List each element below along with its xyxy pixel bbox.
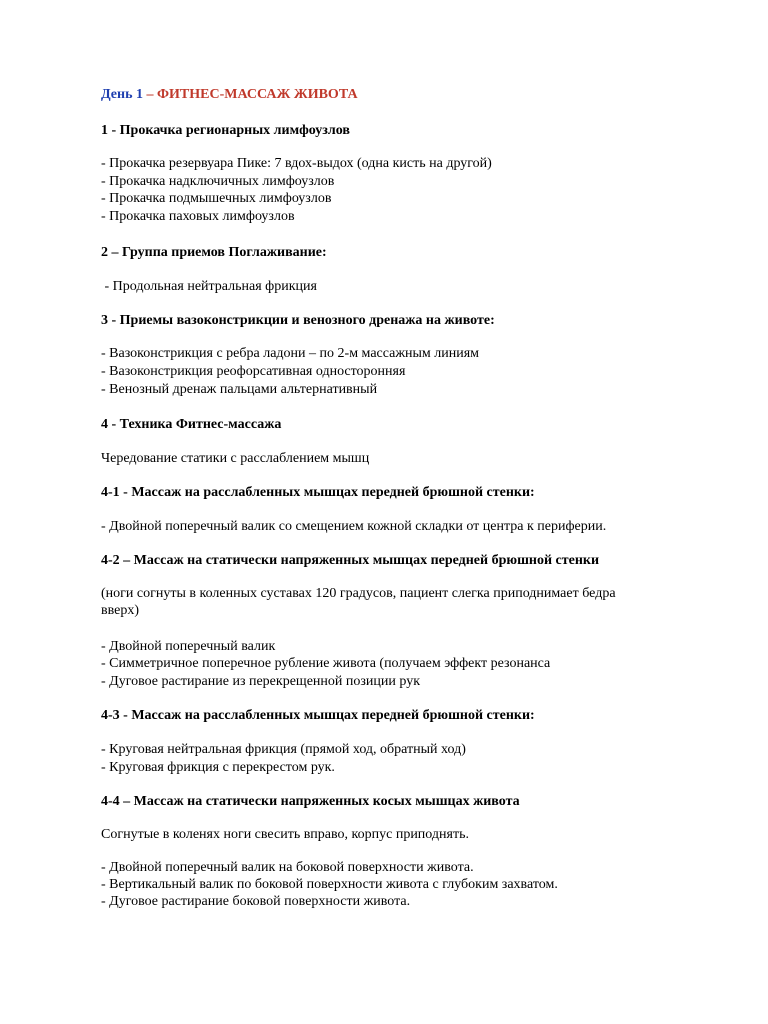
section-4-1-heading: 4-1 - Массаж на расслабленных мышцах передней брюшной стенки:	[101, 485, 535, 500]
section-1-item: - Прокачка подмышечных лимфоузлов	[101, 191, 332, 206]
section-4-4-note: Согнутые в коленях ноги свесить вправо, корпус приподнять.	[101, 827, 469, 842]
section-2-heading: 2 – Группа приемов Поглаживание:	[101, 245, 327, 260]
section-1-item: - Прокачка надключичных лимфоузлов	[101, 174, 335, 189]
section-4-heading: 4 - Техника Фитнес-массажа	[101, 417, 282, 432]
section-4-2-note-line: (ноги согнуты в коленных суставах 120 градусов, пациент слегка приподнимает бедра	[101, 586, 616, 601]
section-4-2-item: - Симметричное поперечное рубление живота (получаем эффект резонанса	[101, 656, 551, 671]
section-1-item: - Прокачка паховых лимфоузлов	[101, 209, 295, 224]
section-4-4-item: - Вертикальный валик по боковой поверхности живота с глубоким захватом.	[101, 877, 558, 892]
section-4-2-heading: 4-2 – Массаж на статически напряженных мышцах передней брюшной стенки	[101, 553, 600, 568]
title-text: – ФИТНЕС-МАССАЖ ЖИВОТА	[143, 87, 358, 102]
section-1-heading: 1 - Прокачка регионарных лимфоузлов	[101, 123, 350, 138]
section-4-4-item: - Дуговое растирание боковой поверхности живота.	[101, 894, 411, 909]
section-4-2-item: - Дуговое растирание из перекрещенной позиции рук	[101, 674, 420, 689]
title-day: День 1	[101, 87, 143, 102]
document-title	[101, 86, 358, 103]
section-3-item: - Венозный дренаж пальцами альтернативный	[101, 382, 378, 397]
section-4-3-item: - Круговая нейтральная фрикция (прямой ход, обратный ход)	[101, 742, 466, 757]
section-4-3-item: - Круговая фрикция с перекрестом рук.	[101, 760, 335, 775]
section-3-heading: 3 - Приемы вазоконстрикции и венозного дренажа на животе:	[101, 313, 495, 328]
section-4-1-item: - Двойной поперечный валик со смещением кожной складки от центра к периферии.	[101, 519, 607, 534]
section-4-4-item: - Двойной поперечный валик на боковой поверхности живота.	[101, 860, 474, 875]
section-4-2-item: - Двойной поперечный валик	[101, 639, 276, 654]
section-3-item: - Вазоконстрикция с ребра ладони – по 2-м массажным линиям	[101, 346, 480, 361]
section-4-3-heading: 4-3 - Массаж на расслабленных мышцах передней брюшной стенки:	[101, 708, 535, 723]
section-4-4-heading: 4-4 – Массаж на статически напряженных косых мышцах живота	[101, 794, 520, 809]
section-2-item: - Продольная нейтральная фрикция	[101, 279, 317, 294]
section-1-item: - Прокачка резервуара Пике: 7 вдох-выдох (одна кисть на другой)	[101, 156, 492, 171]
section-3-item: - Вазоконстрикция реофорсативная односторонняя	[101, 364, 406, 379]
section-4-2-note-line: вверх)	[101, 603, 140, 618]
section-4-note: Чередование статики с расслаблением мышц	[101, 451, 370, 466]
